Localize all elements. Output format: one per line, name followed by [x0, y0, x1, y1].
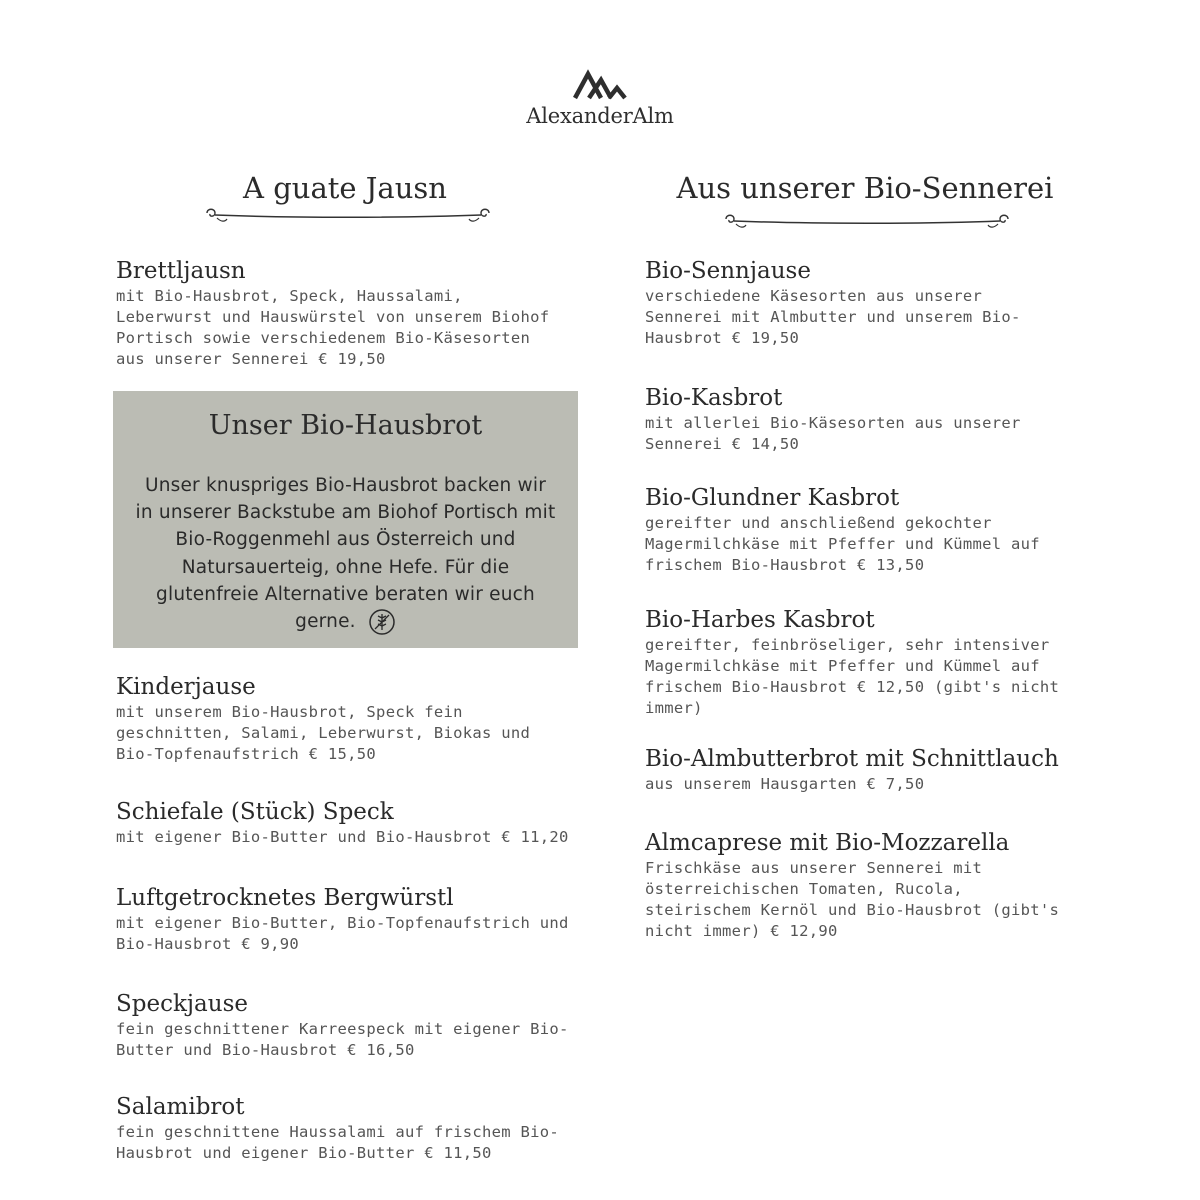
- flourish-divider-icon: [203, 204, 493, 226]
- item-description: mit eigener Bio-Butter, Bio-Topfenaufstrich und Bio-Hausbrot € 9,90: [116, 914, 569, 953]
- menu-item: [645, 484, 1075, 576]
- gluten-free-wheat-icon: [368, 608, 396, 636]
- menu-item: [645, 257, 1065, 349]
- section-title-sennerei: Aus unserer Bio-Sennerei: [676, 171, 1054, 205]
- item-description: aus unserem Hausgarten € 7,50: [645, 775, 925, 793]
- item-name: Kinderjause: [116, 674, 256, 700]
- brand-logo: [0, 68, 1200, 128]
- item-description: verschiedene Käsesorten aus unserer Sennerei mit Almbutter und unserem Bio-Hausbrot € 19,50: [645, 287, 1021, 347]
- item-description: fein geschnittene Haussalami auf frischem Bio-Hausbrot und eigener Bio-Butter € 11,50: [116, 1123, 560, 1162]
- menu-item: [645, 829, 1075, 942]
- item-name: Bio-Kasbrot: [645, 385, 783, 411]
- menu-item: [116, 884, 586, 955]
- bread-box-body: Unser knuspriges Bio-Hausbrot backen wir in unserer Backstube am Biohof Portisch mit Bio-Roggenmehl aus Österreich und Natursauerteig, ohne Hefe. Für die glutenfreie Alternative beraten wir euch gerne.: [135, 475, 556, 633]
- item-description: fein geschnittener Karreespeck mit eigener Bio-Butter und Bio-Hausbrot € 16,50: [116, 1020, 569, 1059]
- item-name: Bio-Harbes Kasbrot: [645, 607, 875, 633]
- item-description: gereifter, feinbröseliger, sehr intensiver Magermilchkäse mit Pfeffer und Kümmel auf frischem Bio-Hausbrot € 12,50 (gibt's nicht immer): [645, 636, 1060, 717]
- menu-item: [116, 798, 586, 848]
- menu-item: [116, 990, 586, 1061]
- item-name: Luftgetrocknetes Bergwürstl: [116, 885, 454, 911]
- item-description: Frischkäse aus unserer Sennerei mit österreichischen Tomaten, Rucola, steirischem Kernöl und Bio-Hausbrot (gibt's nicht immer) € 12,90: [645, 859, 1060, 940]
- item-name: Bio-Sennjause: [645, 258, 811, 284]
- mountain-icon: [573, 68, 627, 100]
- item-description: mit unserem Bio-Hausbrot, Speck fein geschnitten, Salami, Leberwurst, Biokas und Bio-Topfenaufstrich € 15,50: [116, 703, 531, 763]
- section-title-jausn: A guate Jausn: [243, 171, 447, 205]
- item-description: mit Bio-Hausbrot, Speck, Haussalami, Leberwurst und Hauswürstel von unserem Biohof Portisch sowie verschiedenem Bio-Käsesorten aus unserer Sennerei € 19,50: [116, 287, 550, 368]
- bread-box-title: Unser Bio-Hausbrot: [208, 410, 483, 441]
- brand-name: AlexanderAlm: [526, 104, 674, 128]
- menu-item: [645, 745, 1085, 795]
- menu-item: [116, 673, 556, 765]
- item-name: Brettljausn: [116, 258, 246, 284]
- item-name: Bio-Glundner Kasbrot: [645, 485, 900, 511]
- menu-item: [116, 257, 556, 370]
- item-name: Almcaprese mit Bio-Mozzarella: [645, 830, 1010, 856]
- item-description: gereifter und anschließend gekochter Magermilchkäse mit Pfeffer und Kümmel auf frischem Bio-Hausbrot € 13,50: [645, 514, 1040, 574]
- item-name: Speckjause: [116, 991, 248, 1017]
- bread-box-text: [135, 472, 556, 636]
- item-name: Schiefale (Stück) Speck: [116, 799, 394, 825]
- item-name: Bio-Almbutterbrot mit Schnittlauch: [645, 746, 1059, 772]
- flourish-divider-icon: [722, 210, 1012, 232]
- menu-item: [116, 1093, 576, 1164]
- bread-info-box: [113, 391, 578, 648]
- item-description: mit eigener Bio-Butter und Bio-Hausbrot € 11,20: [116, 828, 569, 846]
- menu-item: [645, 384, 1065, 455]
- item-name: Salamibrot: [116, 1094, 245, 1120]
- item-description: mit allerlei Bio-Käsesorten aus unserer Sennerei € 14,50: [645, 414, 1021, 453]
- menu-item: [645, 606, 1075, 719]
